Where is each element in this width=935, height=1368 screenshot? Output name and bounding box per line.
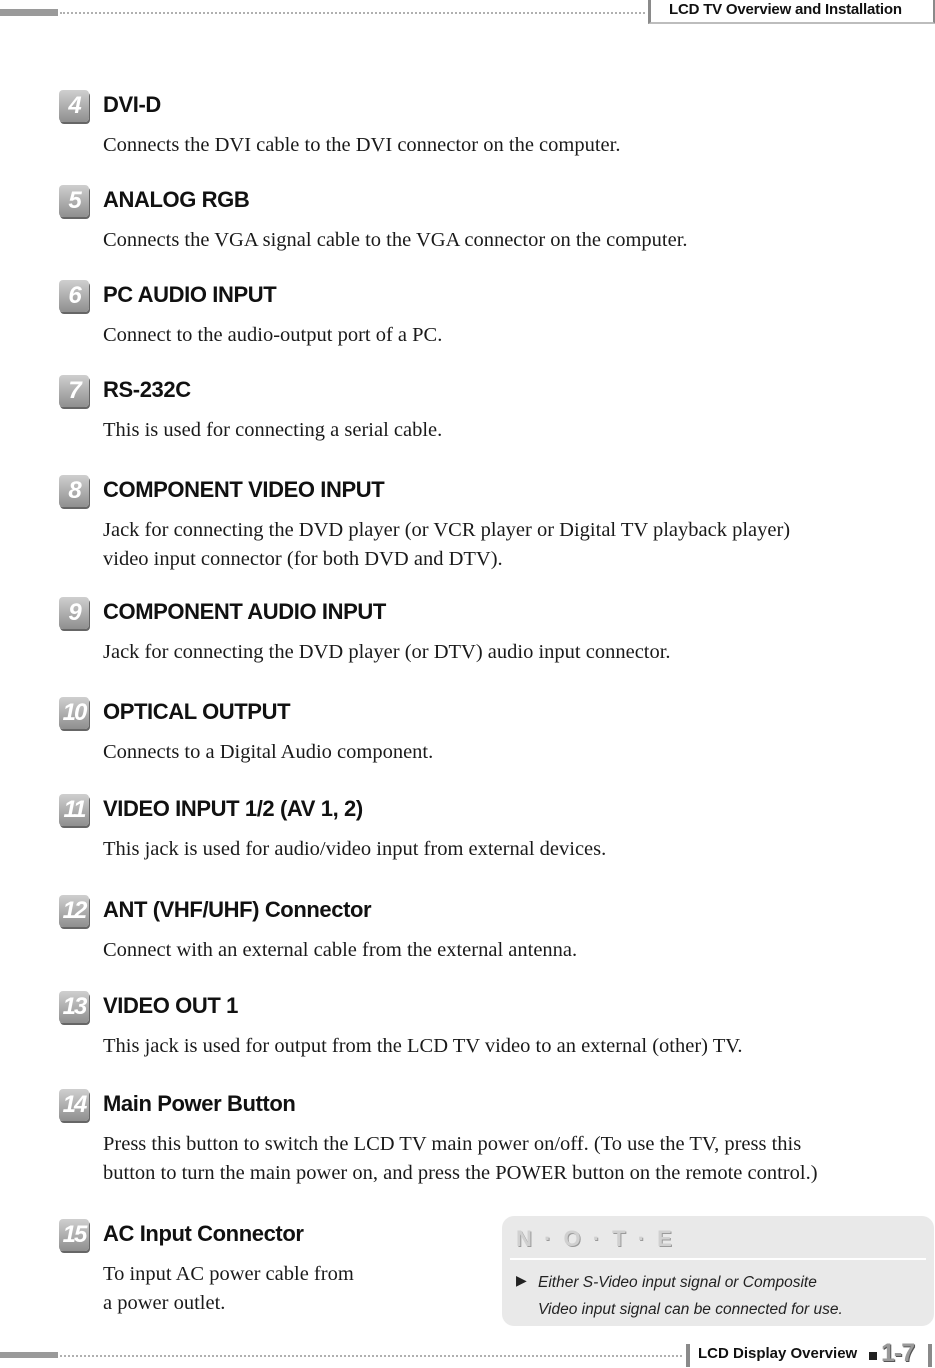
note-divider	[510, 1258, 926, 1260]
footer-section-title: LCD Display Overview	[698, 1345, 858, 1362]
note-box	[502, 1216, 934, 1326]
page-number: 1-7	[881, 1339, 915, 1367]
item-number-badge: 5	[59, 185, 89, 217]
item-description: This is used for connecting a serial cable.	[103, 419, 443, 441]
item-number-badge: 8	[59, 475, 89, 507]
item-description: Connects to a Digital Audio component.	[103, 741, 434, 763]
header-bar-decoration	[0, 9, 58, 16]
item-title: ANT (VHF/UHF) Connector	[103, 897, 372, 922]
item-description: Connects the DVI cable to the DVI connector on the computer.	[103, 134, 621, 156]
item-title: VIDEO OUT 1	[103, 993, 238, 1018]
item-description: Press this button to switch the LCD TV main power on/off. (To use the TV, press this button to turn the main power on, and press the POWER button on the remote control.)	[103, 1133, 818, 1184]
item-number-badge: 7	[59, 375, 89, 407]
header-dotted-rule	[60, 12, 645, 14]
item-number-badge: 11	[59, 794, 89, 826]
footer-tab-left-edge	[686, 1344, 690, 1367]
item-number-badge: 9	[59, 597, 89, 629]
item-description: Jack for connecting the DVD player (or VCR player or Digital TV playback player) video input connector (for both DVD and DTV).	[103, 519, 791, 570]
item-number-badge: 14	[59, 1089, 89, 1121]
note-text: Either S-Video input signal or Composite Video input signal can be connected for use.	[538, 1274, 843, 1318]
item-number-badge: 15	[59, 1219, 89, 1251]
item-title: COMPONENT VIDEO INPUT	[103, 477, 385, 502]
item-number-badge: 12	[59, 895, 89, 927]
footer-bar-decoration	[0, 1352, 58, 1358]
item-description: Connects the VGA signal cable to the VGA connector on the computer.	[103, 229, 688, 251]
item-title: Main Power Button	[103, 1091, 296, 1116]
item-title: DVI-D	[103, 92, 161, 117]
footer-dotted-rule	[60, 1355, 682, 1357]
item-title: OPTICAL OUTPUT	[103, 699, 291, 724]
item-title: PC AUDIO INPUT	[103, 282, 277, 307]
item-title: RS-232C	[103, 377, 191, 402]
note-heading: N · O · T · E	[516, 1226, 675, 1251]
arrow-right-icon: ▶	[516, 1274, 527, 1289]
item-description: Connect to the audio-output port of a PC.	[103, 324, 443, 346]
item-description: Connect with an external cable from the external antenna.	[103, 939, 578, 961]
footer-tab-right-edge	[928, 1344, 932, 1367]
item-title: ANALOG RGB	[103, 187, 250, 212]
header-title: LCD TV Overview and Installation	[669, 1, 902, 18]
item-number-badge: 4	[59, 90, 89, 122]
item-number-badge: 13	[59, 991, 89, 1023]
item-description: This jack is used for output from the LCD TV video to an external (other) TV.	[103, 1035, 743, 1057]
item-title: COMPONENT AUDIO INPUT	[103, 599, 386, 624]
item-description: To input AC power cable from a power outlet.	[103, 1263, 354, 1314]
item-number-badge: 10	[59, 697, 89, 729]
item-description: This jack is used for audio/video input from external devices.	[103, 838, 607, 860]
item-description: Jack for connecting the DVD player (or DTV) audio input connector.	[103, 641, 671, 663]
item-title: AC Input Connector	[103, 1221, 304, 1246]
item-title: VIDEO INPUT 1/2 (AV 1, 2)	[103, 796, 363, 821]
footer-square-bullet	[869, 1352, 877, 1360]
item-number-badge: 6	[59, 280, 89, 312]
